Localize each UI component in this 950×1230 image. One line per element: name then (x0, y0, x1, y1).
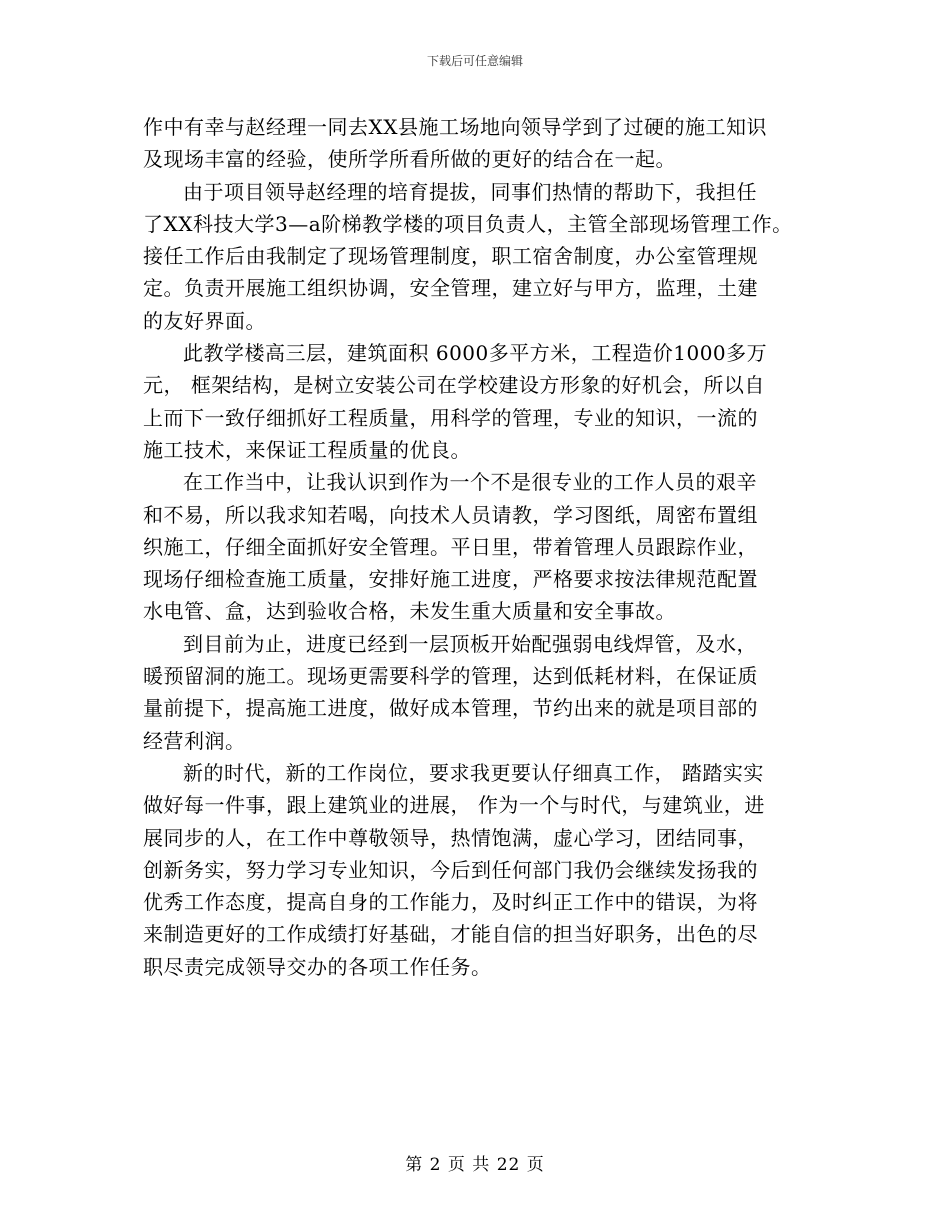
body-line: 及现场丰富的经验，使所学所看所做的更好的结合在一起。 (143, 147, 676, 172)
body-line: 接任工作后由我制定了现场管理制度，职工宿舍制度，办公室管理规 (143, 244, 758, 269)
body-line: 量前提下，提高施工进度，做好成本管理，节约出来的就是项目部的 (143, 696, 758, 721)
body-line: 职尽责完成领导交办的各项工作任务。 (143, 954, 492, 979)
body-line: 做好每一件事，跟上建筑业的进展， 作为一个与时代，与建筑业，进 (143, 793, 765, 818)
body-line: 作中有幸与赵经理一同去XX县施工场地向领导学到了过硬的施工知识 (143, 115, 767, 139)
body-line: 元， 框架结构，是树立安装公司在学校建设方形象的好机会，所以自 (143, 373, 765, 398)
body-line: 和不易，所以我求知若喝，向技术人员请教，学习图纸，周密布置组 (143, 502, 758, 527)
body-line: 由于项目领导赵经理的培育提拔，同事们热情的帮助下，我担任 (183, 179, 757, 204)
body-line: 定。负责开展施工组织协调，安全管理，建立好与甲方，监理，土建 (143, 276, 758, 301)
body-line: 水电管、盒，达到验收合格，未发生重大质量和安全事故。 (143, 599, 676, 624)
body-line: 的友好界面。 (143, 308, 266, 333)
body-line: 创新务实，努力学习专业知识，今后到任何部门我仍会继续发扬我的 (143, 857, 758, 882)
body-line: 施工技术，来保证工程质量的优良。 (143, 437, 471, 462)
page-header: 下载后可任意编辑 (426, 54, 523, 68)
document-body (143, 111, 823, 983)
body-line: 织施工，仔细全面抓好安全管理。平日里，带着管理人员跟踪作业， (143, 534, 758, 559)
body-line: 了XX科技大学3—a阶梯教学楼的项目负责人，主管全部现场管理工作。 (143, 211, 793, 236)
body-line: 新的时代，新的工作岗位，要求我更要认仔细真工作， 踏踏实实 (183, 760, 764, 785)
body-line: 展同步的人，在工作中尊敬领导，热情饱满，虚心学习，团结同事， (143, 825, 758, 850)
body-line: 经营利润。 (143, 728, 246, 753)
body-line: 到目前为止，进度已经到一层顶板开始配强弱电线焊管，及水， (183, 631, 757, 656)
body-line: 暖预留洞的施工。现场更需要科学的管理，达到低耗材料，在保证质 (143, 664, 758, 689)
body-line: 此教学楼高三层，建筑面积 6000多平方米，工程造价1000多万 (183, 341, 768, 366)
page-number-footer: 第 2 页 共 22 页 (405, 1155, 545, 1175)
body-line: 现场仔细检查施工质量，安排好施工进度，严格要求按法律规范配置 (143, 567, 758, 592)
body-line: 来制造更好的工作成绩打好基础，才能自信的担当好职务，出色的尽 (143, 922, 758, 947)
body-line: 在工作当中，让我认识到作为一个不是很专业的工作人员的艰辛 (183, 470, 757, 495)
body-line: 优秀工作态度，提高自身的工作能力，及时纠正工作中的错误，为将 (143, 890, 758, 915)
body-line: 上而下一致仔细抓好工程质量，用科学的管理，专业的知识，一流的 (143, 405, 758, 430)
